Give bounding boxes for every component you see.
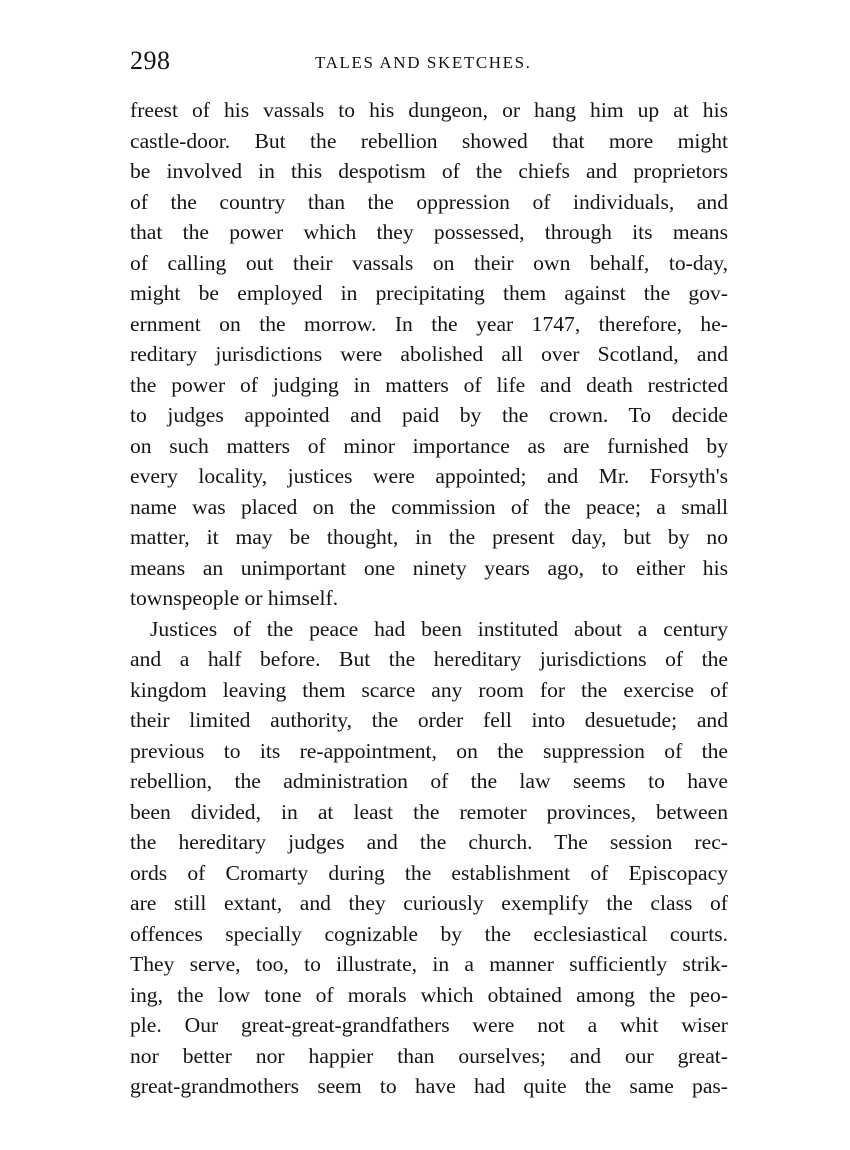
text-line: of the country than the oppression of individuals, and	[130, 189, 728, 214]
text-line: that the power which they possessed, through its means	[130, 220, 728, 244]
text-line: ing, the low tone of morals which obtained among the peo-	[130, 982, 728, 1007]
text-line: kingdom leaving them scarce any room for the exercise of	[130, 677, 728, 702]
text-line: offences specially cognizable by the ecclesiastical courts.	[130, 921, 728, 946]
text-line: ernment on the morrow. In the year 1747, therefore, he-	[130, 311, 728, 336]
text-line: the hereditary judges and the church. The session rec-	[130, 830, 728, 854]
text-line: and a half before. But the hereditary jurisdictions of the	[130, 647, 728, 671]
paragraph-1	[130, 95, 728, 614]
paragraph-2	[130, 614, 728, 1102]
text-line: ple. Our great-great-grandfathers were not a whit wiser	[130, 1013, 728, 1037]
text-line: name was placed on the commission of the peace; a small	[130, 494, 728, 519]
body-text	[130, 95, 728, 1102]
text-line: They serve, too, to illustrate, in a manner sufficiently strik-	[130, 952, 728, 976]
text-line: might be employed in precipitating them against the gov-	[130, 281, 728, 305]
text-line: nor better nor happier than ourselves; and our great-	[130, 1043, 728, 1068]
text-line: ords of Cromarty during the establishment of Episcopacy	[130, 860, 728, 885]
text-line: of calling out their vassals on their own behalf, to-day,	[130, 250, 728, 275]
text-line: are still extant, and they curiously exemplify the class of	[130, 891, 728, 915]
text-line: matter, it may be thought, in the present day, but by no	[130, 525, 728, 549]
text-line: to judges appointed and paid by the crown. To decide	[130, 403, 728, 427]
text-line: the power of judging in matters of life and death restricted	[130, 372, 728, 397]
text-line: be involved in this despotism of the chiefs and proprietors	[130, 159, 728, 183]
page-number: 298	[130, 46, 171, 75]
text-line: freest of his vassals to his dungeon, or hang him up at his	[130, 98, 728, 122]
text-line: Justices of the peace had been instituted about a century	[150, 616, 728, 641]
page-header	[130, 44, 725, 78]
running-title: TALES AND SKETCHES.	[315, 53, 532, 72]
text-line: great-grandmothers seem to have had quite the same pas-	[130, 1074, 728, 1098]
text-line: their limited authority, the order fell into desuetude; and	[130, 708, 728, 732]
text-line: townspeople or himself.	[130, 586, 339, 610]
text-line: every locality, justices were appointed; and Mr. Forsyth's	[130, 464, 728, 488]
text-line: previous to its re-appointment, on the suppression of the	[130, 738, 728, 763]
text-line: been divided, in at least the remoter provinces, between	[130, 799, 728, 824]
text-line: castle-door. But the rebellion showed that more might	[130, 128, 728, 153]
text-line: means an unimportant one ninety years ago, to either his	[130, 555, 728, 580]
text-line: on such matters of minor importance as are furnished by	[130, 433, 728, 458]
text-line: rebellion, the administration of the law seems to have	[130, 769, 728, 793]
text-line: reditary jurisdictions were abolished all over Scotland, and	[130, 342, 728, 366]
